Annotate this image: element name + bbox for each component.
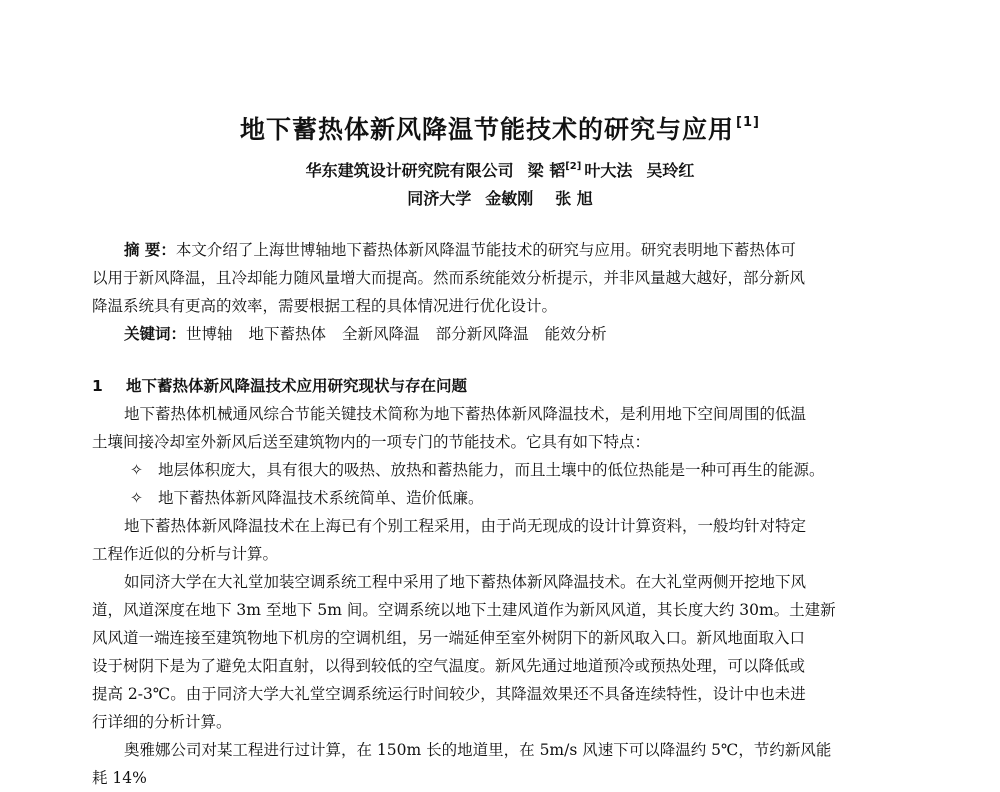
keywords-label: 关键词： [124, 325, 187, 343]
author-liang-tao: 梁 韬 [527, 161, 566, 180]
author-line-2 [0, 186, 1000, 209]
diamond-bullet-icon: ✧ [130, 489, 143, 507]
section-1 [92, 372, 908, 792]
title-reference: [1] [736, 115, 760, 130]
paper-title [0, 110, 1000, 146]
section-1-heading [92, 372, 908, 400]
paragraph-line: 地下蓄热体新风降温技术在上海已有个别工程采用，由于尚无现成的设计计算资料，一般均针对特定 [124, 517, 807, 535]
abstract-line-2: 以用于新风降温，且冷却能力随风量增大而提高。然而系统能效分析提示，并非风量越大越好，部分新风 [92, 269, 806, 287]
paragraph-line: 设于树阴下是为了避免太阳直射，以得到较低的空气温度。新风先通过地道预冷或预热处理，可以降低或 [92, 657, 806, 675]
paragraph-line: 提高 2-3℃。由于同济大学大礼堂空调系统运行时间较少，其降温效果还不具备连续特性，设计中也未进 [92, 685, 806, 703]
paragraph-line: 耗 14% [92, 769, 147, 787]
paragraph-line: 地下蓄热体机械通风综合节能关键技术简称为地下蓄热体新风降温技术，是利用地下空间周围的低温 [124, 405, 807, 423]
org-tongji: 同济大学 [407, 189, 472, 208]
keyword: 世博轴 [186, 325, 233, 343]
org-ecadi: 华东建筑设计研究院有限公司 [305, 161, 514, 180]
diamond-bullet-icon: ✧ [130, 461, 143, 479]
author-jin-mingang: 金敏刚 [485, 189, 534, 208]
author-ye-dafa: 叶大法 [584, 161, 633, 180]
paragraph-line: 土壤间接冷却室外新风后送至建筑物内的一项专门的节能技术。它具有如下特点： [92, 433, 651, 451]
author-line-1 [0, 158, 1000, 181]
abstract-label: 摘 要： [124, 241, 176, 259]
bullet-item: ✧ 地下蓄热体新风降温技术系统简单、造价低廉。 [92, 484, 908, 512]
keyword: 部分新风降温 [435, 325, 529, 343]
keyword: 全新风降温 [342, 325, 420, 343]
paragraph-line: 奥雅娜公司对某工程进行过计算，在 150m 长的地道里，在 5m/s 风速下可以降温约 5℃，节约新风能 [124, 741, 832, 759]
paragraph-line: 行详细的分析计算。 [92, 713, 232, 731]
abstract-line-1: 摘 要：本文介绍了上海世博轴地下蓄热体新风降温节能技术的研究与应用。研究表明地下蓄热体可 [124, 241, 796, 259]
keyword: 能效分析 [544, 325, 607, 343]
author-zhang-xu: 张 旭 [555, 189, 593, 208]
abstract-line-3: 降温系统具有更高的效率，需要根据工程的具体情况进行优化设计。 [92, 297, 558, 315]
paragraph-line: 如同济大学在大礼堂加装空调系统工程中采用了地下蓄热体新风降温技术。在大礼堂两侧开挖地下风 [124, 573, 807, 591]
paragraph-line: 道，风道深度在地下 3m 至地下 5m 间。空调系统以地下土建风道作为新风风道，其长度大约 30m。土建新 [92, 601, 836, 619]
bullet-item: ✧ 地层体积庞大，具有很大的吸热、放热和蓄热能力，而且土壤中的低位热能是一种可再生的能源。 [92, 456, 908, 484]
author-reference: [2] [565, 161, 582, 172]
paragraph-line: 工程作近似的分析与计算。 [92, 545, 279, 563]
title-text: 地下蓄热体新风降温节能技术的研究与应用 [240, 115, 735, 144]
author-wu-linghong: 吴玲红 [646, 161, 695, 180]
section-heading-text: 地下蓄热体新风降温技术应用研究现状与存在问题 [126, 377, 468, 395]
paragraph-line: 风风道一端连接至建筑物地下机房的空调机组，另一端延伸至室外树阴下的新风取入口。新风地面取入口 [92, 629, 806, 647]
abstract-block [92, 236, 908, 348]
keywords-line [92, 320, 908, 348]
section-number: 1 [92, 377, 103, 395]
keyword: 地下蓄热体 [248, 325, 327, 343]
